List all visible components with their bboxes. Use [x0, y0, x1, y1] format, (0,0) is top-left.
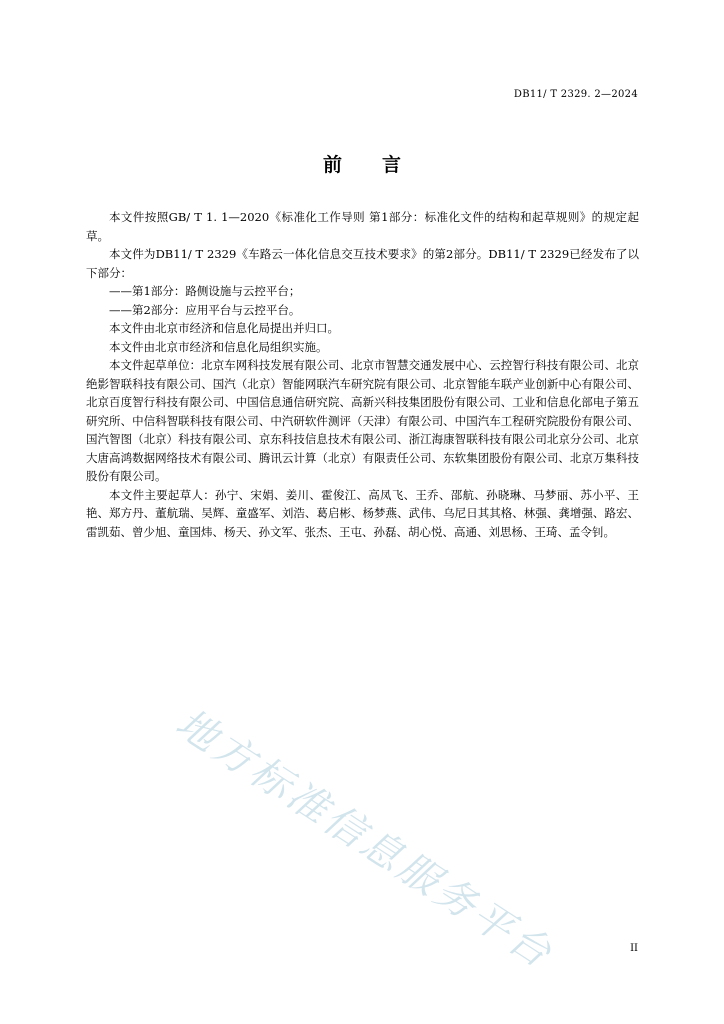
paragraph-drafting-units: 本文件起草单位：北京车网科技发展有限公司、北京市智慧交通发展中心、云控智行科技有限公司、北京绝影智联科技有限公司、国汽（北京）智能网联汽车研究院有限公司、北京智能车联产业创新中心有限公司、北京百度智行科技有限公司、中国信息通信研究院、高新兴科技集团股份有限公司、工业和信息化部电子第五研究所、中信科智联科技有限公司、中汽研软件测评（天津）有限公司、中国汽车工程研究院股份有限公司、国汽智图（北京）科技有限公司、京东科技信息技术有限公司、浙江海康智联科技有限公司北京分公司、北京大唐高鸿数据网络技术有限公司、腾讯云计算（北京）有限责任公司、东软集团股份有限公司、北京万集科技股份有限公司。 — [86, 358, 639, 483]
watermark: 地方标准信息服务平台 — [167, 700, 562, 979]
list-item-part-2: ——第2部分：应用平台与云控平台。 — [109, 302, 301, 317]
document-code: DB11/ T 2329. 2—2024 — [513, 89, 638, 100]
paragraph-proposer: 本文件由北京市经济和信息化局提出并归口。 — [109, 321, 339, 335]
page-number: II — [630, 943, 638, 954]
list-item-part-1: ——第1部分：路侧设施与云控平台； — [109, 284, 301, 298]
paragraph-drafters: 本文件主要起草人：孙宁、宋娟、姜川、霍俊江、高凤飞、王乔、邵航、孙晓琳、马梦丽、苏小平、王艳、郑方丹、董航瑞、吴辉、童盛军、刘浩、葛启彬、杨梦燕、武伟、乌尼日其其格、林强、龚增强、路宏、雷凯茹、曾少旭、童国炜、杨天、孙文军、张杰、王屯、孙磊、胡心悦、高通、刘思杨、王琦、孟令钊。 — [86, 487, 639, 539]
paragraph-drafting-rules: 本文件按照GB/ T 1. 1—2020《标准化工作导则 第1部分：标准化文件的结构和起草规则》的规定起草。 — [86, 210, 639, 243]
paragraph-implementer: 本文件由北京市经济和信息化局组织实施。 — [109, 339, 328, 354]
page-title: 前言 — [322, 154, 441, 176]
foreword-body — [86, 208, 639, 541]
paragraph-part-info: 本文件为DB11/ T 2329《车路云一体化信息交互技术要求》的第2部分。DB11/ T 2329已经发布了以下部分： — [86, 247, 639, 280]
